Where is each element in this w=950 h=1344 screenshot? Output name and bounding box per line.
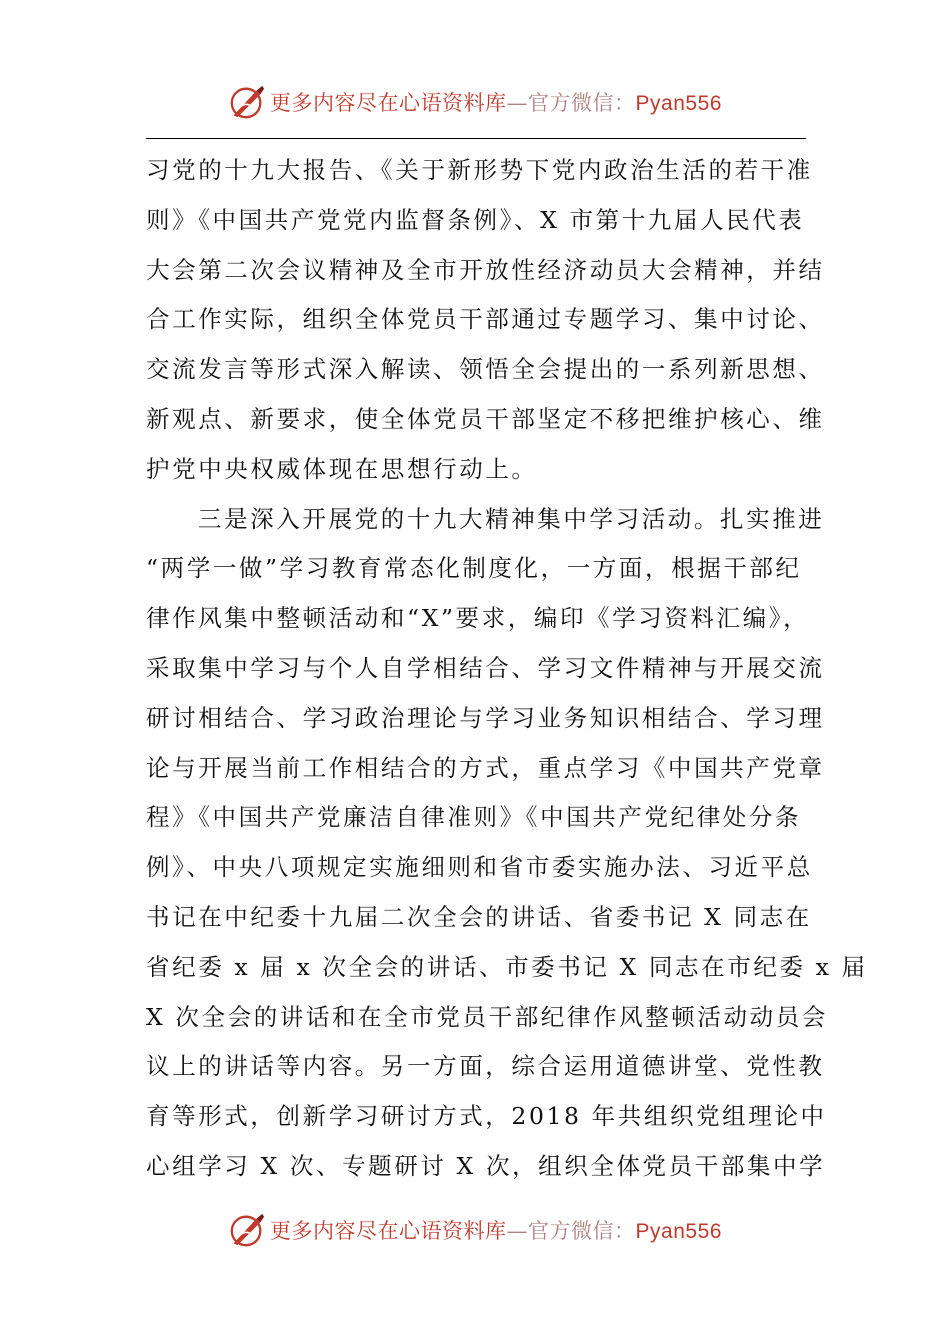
- text-line: “两学一做”学习教育常态化制度化，一方面，根据干部纪: [146, 554, 802, 583]
- header-dash: —: [506, 91, 529, 115]
- header-banner: [0, 82, 950, 122]
- body-text: [146, 146, 868, 1192]
- text-line: 习党的十九大报告、《关于新形势下党内政治生活的若干准: [146, 156, 813, 184]
- text-line: 育等形式，创新学习研讨方式，2018 年共组织党组理论中: [146, 1102, 827, 1131]
- text-line: 论与开展当前工作相结合的方式，重点学习《中国共产党章: [146, 753, 825, 782]
- footer-text: 更多内容尽在心语资料库: [270, 1219, 507, 1243]
- text-line: 议上的讲话等内容。另一方面，综合运用道德讲堂、党性教: [146, 1052, 825, 1081]
- pen-logo-icon: [228, 83, 266, 121]
- text-line: 合工作实际，组织全体党员干部通过专题学习、集中讨论、: [146, 305, 825, 334]
- footer-dash: —: [506, 1219, 529, 1243]
- text-line: 书记在中纪委十九届二次全会的讲话、省委书记 X 同志在: [146, 902, 812, 931]
- footer-wechat-id: Pyan556: [635, 1220, 722, 1243]
- text-line: 则》《中国共产党党内监督条例》、X 市第十九届人民代表: [146, 205, 805, 234]
- text-line: 研讨相结合、学习政治理论与学习业务知识相结合、学习理: [146, 703, 825, 732]
- text-line: 心组学习 X 次、专题研讨 X 次，组织全体党员干部集中学: [146, 1151, 826, 1180]
- text-line: 护党中央权威体现在思想行动上。: [146, 454, 538, 483]
- pen-logo-icon: [228, 1211, 266, 1249]
- text-line: 程》《中国共产党廉洁自律准则》《中国共产党纪律处分条: [146, 803, 802, 832]
- header-text: 更多内容尽在心语资料库: [270, 91, 507, 115]
- header-wechat-id: Pyan556: [635, 92, 722, 115]
- text-line: 新观点、新要求，使全体党员干部坚定不移把维护核心、维: [146, 404, 825, 433]
- header-divider: [146, 138, 806, 139]
- header-wechat-label: 官方微信：: [528, 91, 636, 115]
- footer-banner: [0, 1210, 950, 1250]
- paragraph-start-line: 三是深入开展党的十九大精神集中学习活动。扎实推进: [198, 504, 825, 533]
- text-line: 律作风集中整顿活动和“X”要求，编印《学习资料汇编》，: [146, 604, 810, 633]
- text-line: X 次全会的讲话和在全市党员干部纪律作风整顿活动动员会: [146, 1002, 828, 1031]
- footer-wechat-label: 官方微信：: [528, 1219, 636, 1243]
- text-line: 交流发言等形式深入解读、领悟全会提出的一系列新思想、: [146, 355, 825, 384]
- text-line: 大会第二次会议精神及全市开放性经济动员大会精神，并结: [146, 255, 825, 284]
- text-line: 省纪委 x 届 x 次全会的讲话、市委书记 X 同志在市纪委 x 届: [146, 952, 868, 981]
- text-line: 采取集中学习与个人自学相结合、学习文件精神与开展交流: [146, 653, 825, 682]
- text-line: 例》、中央八项规定实施细则和省市委实施办法、习近平总: [146, 853, 813, 882]
